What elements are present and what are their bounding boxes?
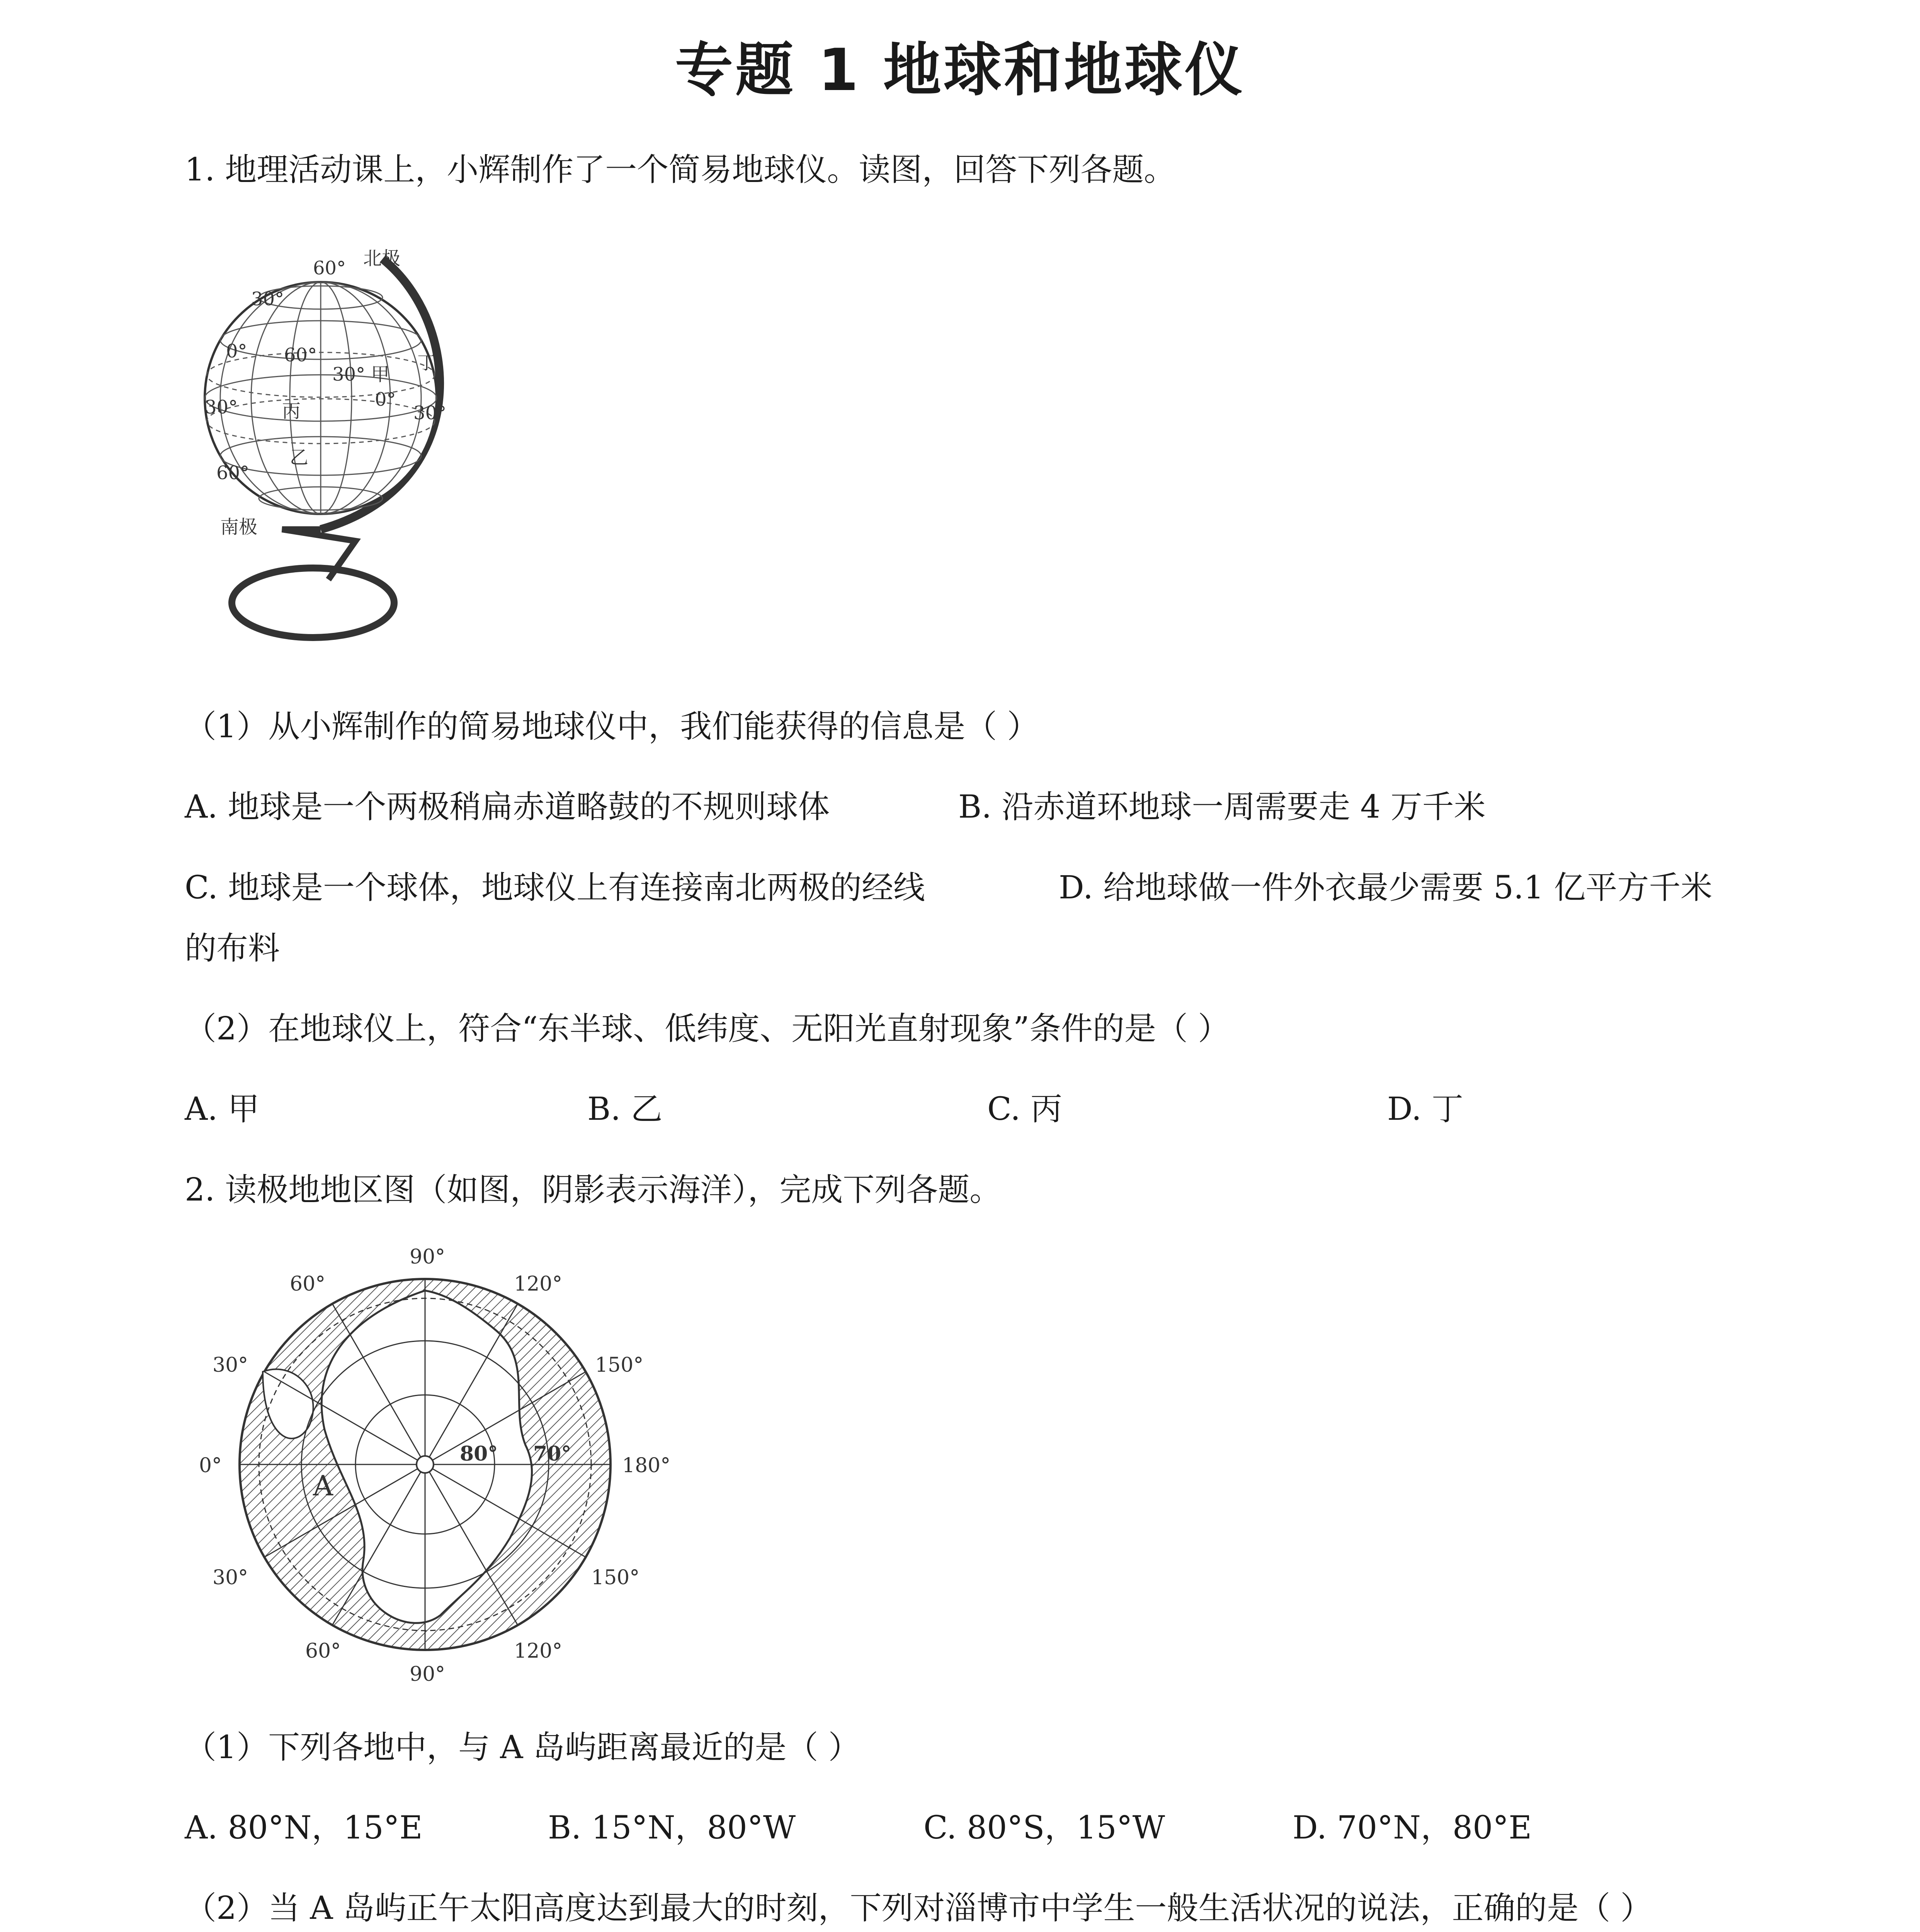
globe-stand-base: [232, 568, 394, 638]
q1-sub1-option-d-cont: 的布料: [185, 930, 280, 967]
q2-sub1-option-c[interactable]: C. 80°S，15°W: [923, 1810, 1165, 1846]
label-bl-30: 30°: [213, 1566, 248, 1589]
label-l-0: 0°: [199, 1454, 222, 1477]
label-lat-30s: 30°: [205, 396, 238, 418]
page-title: 专题 1 地球和地球仪: [675, 37, 1245, 104]
label-south-pole: 南极: [220, 516, 258, 538]
label-lon-30e: 30°: [413, 402, 447, 424]
label-ring-70: 70°: [533, 1442, 571, 1466]
label-bing: 丙: [282, 400, 301, 422]
label-top-90: 90°: [410, 1245, 446, 1269]
label-lon-60: 60°: [284, 344, 317, 366]
label-point-a: A: [313, 1469, 333, 1502]
label-r-180: 180°: [622, 1454, 671, 1477]
label-bl-60: 60°: [305, 1639, 341, 1663]
label-ring-80: 80°: [460, 1442, 498, 1466]
q1-sub1-option-c[interactable]: C. 地球是一个球体，地球仪上有连接南北两极的经线: [185, 869, 925, 906]
q1-sub2-option-b[interactable]: B. 乙: [587, 1091, 663, 1128]
label-tl-60: 60°: [290, 1272, 326, 1296]
q2-sub1-option-d[interactable]: D. 70°N，80°E: [1292, 1810, 1532, 1846]
question-2-stem: 2. 读极地地区图（如图，阴影表示海洋），完成下列各题。: [185, 1172, 1002, 1208]
label-north-pole: 北极: [363, 248, 401, 269]
label-l-30: 30°: [213, 1354, 248, 1377]
label-yi: 乙: [290, 447, 309, 468]
label-lat-0: 0°: [226, 340, 247, 362]
label-tr-120: 120°: [514, 1272, 563, 1296]
q1-sub1-option-a[interactable]: A. 地球是一个两极稍扁赤道略鼓的不规则球体: [185, 789, 830, 825]
q2-sub1-option-b[interactable]: B. 15°N，80°W: [548, 1810, 796, 1846]
label-lat-30n: 30°: [251, 288, 284, 310]
q1-sub2-option-d[interactable]: D. 丁: [1387, 1091, 1463, 1128]
q1-sub1-option-d[interactable]: D. 给地球做一件外衣最少需要 5.1 亿平方千米: [1059, 869, 1713, 906]
polar-map: [193, 1244, 696, 1685]
globe-diagram: [201, 247, 487, 657]
label-jia: 甲: [371, 364, 390, 385]
q1-sub2-option-c[interactable]: C. 丙: [987, 1091, 1062, 1128]
q1-sub2-option-a[interactable]: A. 甲: [185, 1091, 260, 1128]
pole-point: [417, 1456, 434, 1473]
label-bottom-90: 90°: [410, 1663, 446, 1685]
polar-map-figure: [193, 1244, 696, 1685]
label-br-120: 120°: [514, 1639, 563, 1663]
q1-sub1-question: （1）从小辉制作的简易地球仪中，我们能获得的信息是（ ）: [185, 708, 1039, 745]
q2-sub1-option-a[interactable]: A. 80°N，15°E: [185, 1810, 423, 1846]
label-lat-60s: 60°: [216, 462, 250, 484]
q1-sub1-option-b[interactable]: B. 沿赤道环地球一周需要走 4 万千米: [958, 789, 1486, 825]
label-ding: 丁: [417, 352, 436, 374]
label-lon-0: 0°: [375, 389, 396, 410]
q2-sub2-question: （2）当 A 岛屿正午太阳高度达到最大的时刻，下列对淄博市中学生一般生活状况的说法，正确的是（ ）: [185, 1890, 1652, 1927]
label-br-150: 150°: [591, 1566, 640, 1589]
question-1-stem: 1. 地理活动课上，小辉制作了一个简易地球仪。读图，回答下列各题。: [185, 151, 1176, 188]
label-r-150: 150°: [595, 1354, 644, 1377]
label-lat-60n: 60°: [313, 257, 346, 279]
label-lon-30: 30°: [332, 364, 366, 385]
q2-sub1-question: （1）下列各地中，与 A 岛屿距离最近的是（ ）: [185, 1729, 860, 1766]
globe-figure: [201, 247, 487, 657]
q1-sub2-question: （2）在地球仪上，符合“东半球、低纬度、无阳光直射现象”条件的是（ ）: [185, 1010, 1230, 1047]
